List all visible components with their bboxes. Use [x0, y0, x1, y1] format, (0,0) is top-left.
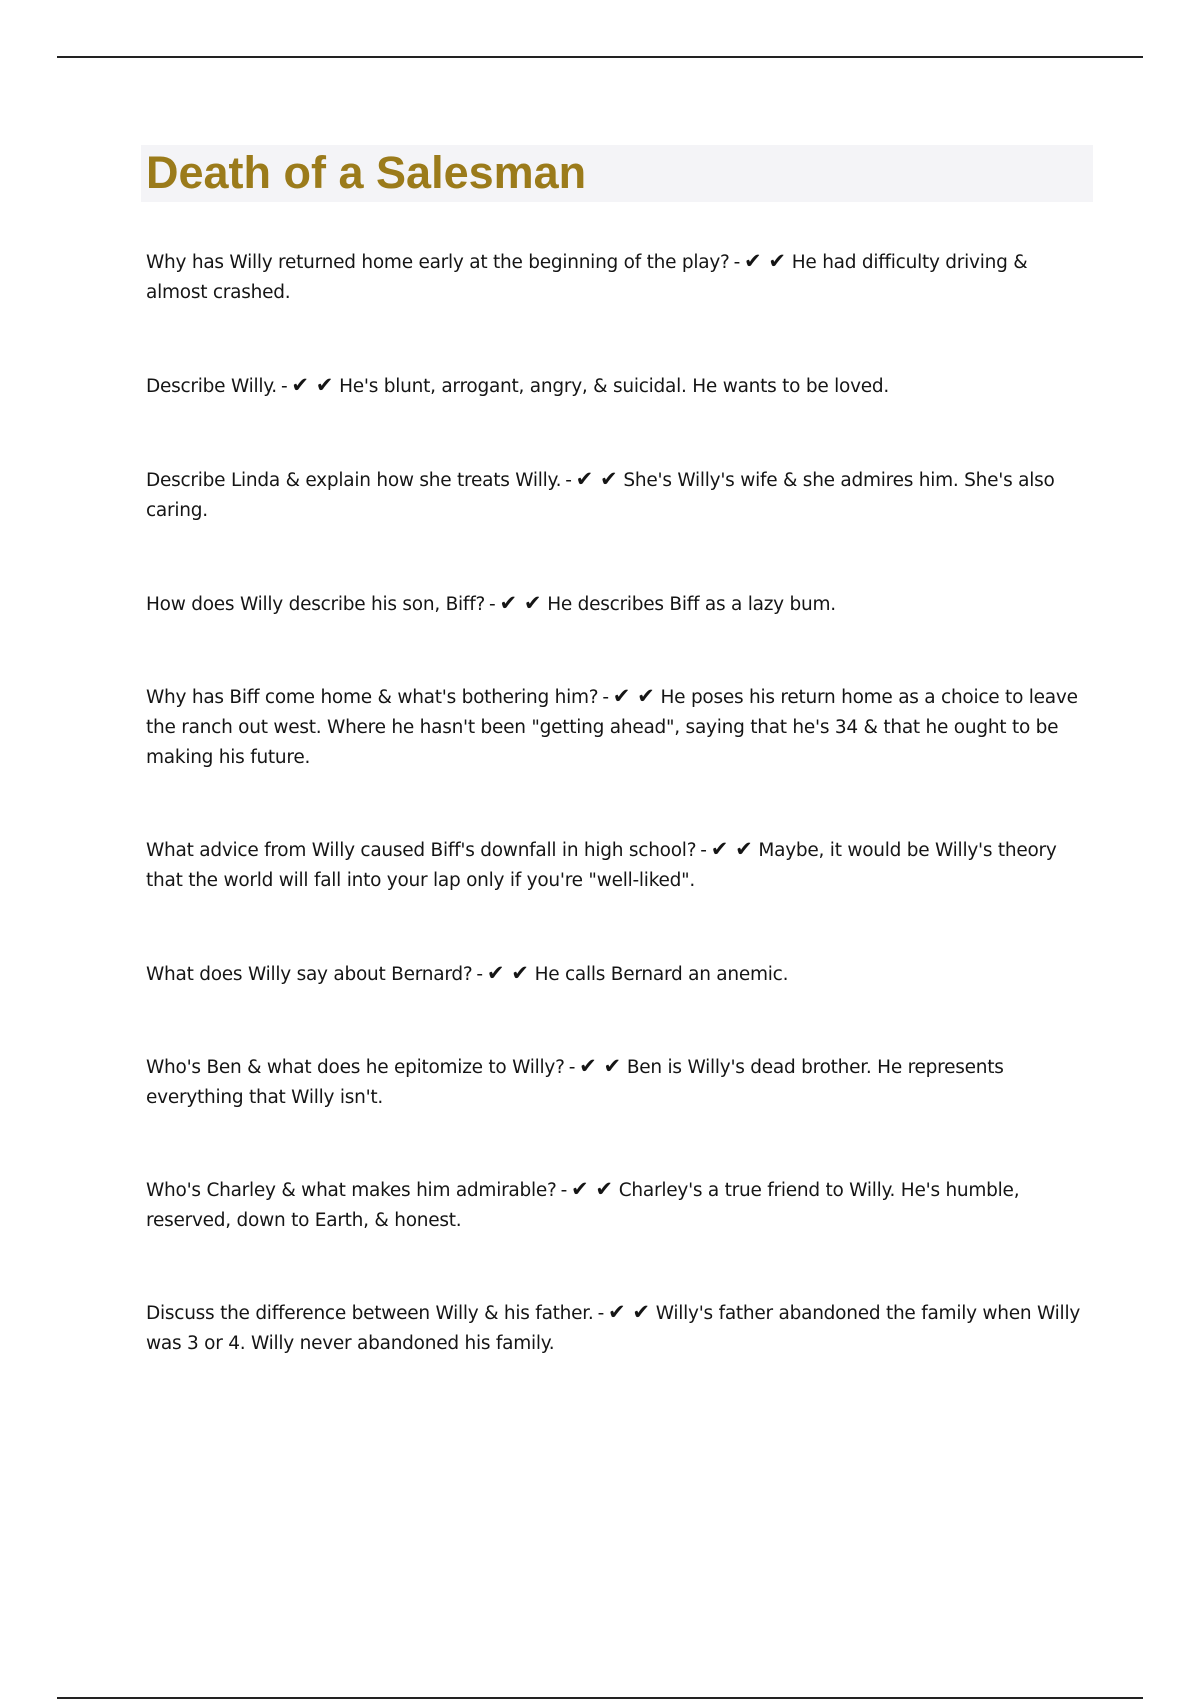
question-text: Who's Ben & what does he epitomize to Willy? — [146, 1057, 565, 1078]
question-text: What does Willy say about Bernard? — [146, 964, 473, 985]
answer-text: She's Willy's wife & she admires him. She's also caring. — [146, 470, 1055, 521]
question-text: Describe Linda & explain how she treats Willy. — [146, 470, 562, 491]
check-icon: ✔ — [511, 961, 529, 985]
check-icon: ✔ — [291, 373, 309, 397]
separator: - — [602, 687, 609, 708]
separator: - — [489, 594, 496, 615]
document-title: Death of a Salesman — [146, 147, 587, 198]
qa-item — [146, 1174, 1092, 1236]
qa-item — [146, 1051, 1092, 1113]
check-icon: ✔ — [637, 684, 655, 708]
check-icon: ✔ — [603, 1054, 621, 1078]
check-icon: ✔ — [608, 1300, 626, 1324]
check-icon: ✔ — [632, 1300, 650, 1324]
check-icon: ✔ — [600, 467, 618, 491]
separator: - — [700, 840, 707, 861]
question-text: Why has Biff come home & what's bothering him? — [146, 687, 599, 708]
separator: - — [568, 1057, 576, 1078]
qa-item — [146, 464, 1092, 526]
qa-item — [146, 834, 1092, 896]
separator: - — [565, 470, 572, 491]
answer-text: Willy's father abandoned the family when Willy was 3 or 4. Willy never abandoned his family. — [146, 1303, 1081, 1354]
answer-text: Ben is Willy's dead brother. He represents everything that Willy isn't. — [146, 1057, 1004, 1108]
separator: - — [280, 376, 288, 397]
bottom-rule — [57, 1697, 1143, 1699]
check-icon: ✔ — [575, 467, 594, 491]
check-icon: ✔ — [612, 684, 631, 708]
answer-text: He's blunt, arrogant, angry, & suicidal. He wants to be loved. — [339, 376, 890, 397]
check-icon: ✔ — [579, 1054, 597, 1078]
answer-text: He calls Bernard an anemic. — [534, 964, 789, 985]
qa-item — [146, 370, 1092, 402]
qa-item — [146, 958, 1092, 990]
answer-text: He poses his return home as a choice to leave the ranch out west. Where he hasn't been "getting ahead", saying that he's 34 & that he ought to be making his future. — [146, 687, 1078, 768]
qa-item — [146, 1297, 1092, 1359]
check-icon: ✔ — [486, 961, 505, 985]
qa-item — [146, 246, 1092, 308]
question-text: Describe Willy. — [146, 376, 277, 397]
check-icon: ✔ — [710, 837, 729, 861]
question-text: Why has Willy returned home early at the beginning of the play? — [146, 252, 730, 273]
check-icon: ✔ — [768, 249, 786, 273]
check-icon: ✔ — [744, 249, 762, 273]
separator: - — [560, 1180, 568, 1201]
answer-text: He describes Biff as a lazy bum. — [547, 594, 836, 615]
qa-item — [146, 681, 1092, 773]
question-text: Discuss the difference between Willy & his father. — [146, 1303, 594, 1324]
check-icon: ✔ — [735, 837, 753, 861]
check-icon: ✔ — [571, 1177, 589, 1201]
top-rule — [57, 56, 1143, 58]
separator: - — [597, 1303, 604, 1324]
check-icon: ✔ — [315, 373, 334, 397]
question-text: What advice from Willy caused Biff's downfall in high school? — [146, 840, 697, 861]
answer-text: Maybe, it would be Willy's theory that the world will fall into your lap only if you're "well-liked". — [146, 840, 1057, 891]
separator: - — [476, 964, 483, 985]
qa-item — [146, 588, 1092, 620]
check-icon: ✔ — [523, 591, 542, 615]
check-icon: ✔ — [499, 591, 517, 615]
question-text: Who's Charley & what makes him admirable? — [146, 1180, 557, 1201]
separator: - — [733, 252, 741, 273]
check-icon: ✔ — [595, 1177, 613, 1201]
question-text: How does Willy describe his son, Biff? — [146, 594, 486, 615]
answer-text: He had difficulty driving & almost crashed. — [146, 252, 1028, 303]
answer-text: Charley's a true friend to Willy. He's humble, reserved, down to Earth, & honest. — [146, 1180, 1020, 1231]
